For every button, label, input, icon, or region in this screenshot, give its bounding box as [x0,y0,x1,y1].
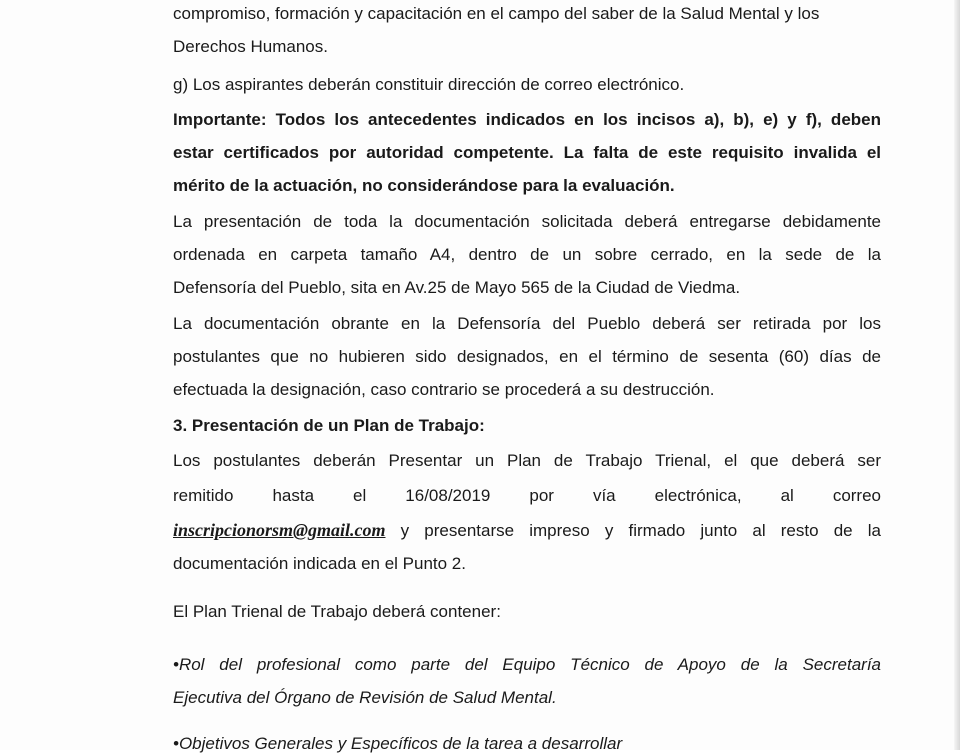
text-line: El Plan Trienal de Trabajo deberá contener: [173,602,501,621]
paragraph-importante [173,103,881,202]
text-line: compromiso, formación y capacitación en el campo del saber de la Salud Mental y los [173,4,820,23]
text-line: postulantes que no hubieren sido designados, en el término de sesenta (60) días de [173,347,881,366]
text-fragment: y presentarse impreso y firmado junto al resto de la [385,521,881,540]
paragraph-presentacion [173,205,881,304]
paragraph-g [173,68,881,101]
paragraph-trienal [173,595,881,628]
page-edge-shadow [954,0,960,750]
text-line: efectuada la designación, caso contrario se procederá a su destrucción. [173,380,715,399]
text-line: Derechos Humanos. [173,37,328,56]
text-line-with-email [173,514,881,547]
section-heading [173,409,881,442]
text-line: Defensoría del Pueblo, sita en Av.25 de Mayo 565 de la Ciudad de Viedma. [173,278,741,297]
text-line: La documentación obrante en la Defensoría del Pueblo deberá ser retirada por los [173,314,881,333]
paragraph-plan [173,444,881,580]
paragraph-top [173,0,881,63]
text-line: documentación indicada en el Punto 2. [173,554,466,573]
paragraph-documentacion [173,307,881,406]
text-line: mérito de la actuación, no considerándose para la evaluación. [173,176,675,195]
text-line: Ejecutiva del Órgano de Revisión de Salud Mental. [173,688,557,707]
text-line: ordenada en carpeta tamaño A4, dentro de un sobre cerrado, en la sede de la [173,245,881,264]
email-link[interactable]: inscripcionorsm@gmail.com [173,520,386,540]
bullet-item-partial: •Objetivos Generales y Específicos de la tarea a desarrollar [173,734,623,753]
heading-text: 3. Presentación de un Plan de Trabajo: [173,416,485,435]
text-line: g) Los aspirantes deberán constituir dirección de correo electrónico. [173,75,685,94]
text-line: •Rol del profesional como parte del Equipo Técnico de Apoyo de la Secretaría [173,655,881,674]
text-line: remitido hasta el 16/08/2019 por vía electrónica, al correo [173,486,881,505]
text-line: Los postulantes deberán Presentar un Plan de Trabajo Trienal, el que deberá ser [173,451,881,470]
text-line: Importante: Todos los antecedentes indicados en los incisos a), b), e) y f), deben [173,110,881,129]
text-line: estar certificados por autoridad competente. La falta de este requisito invalida el [173,143,881,162]
text-line: La presentación de toda la documentación solicitada deberá entregarse debidamente [173,212,881,231]
bullet-item [173,648,881,714]
